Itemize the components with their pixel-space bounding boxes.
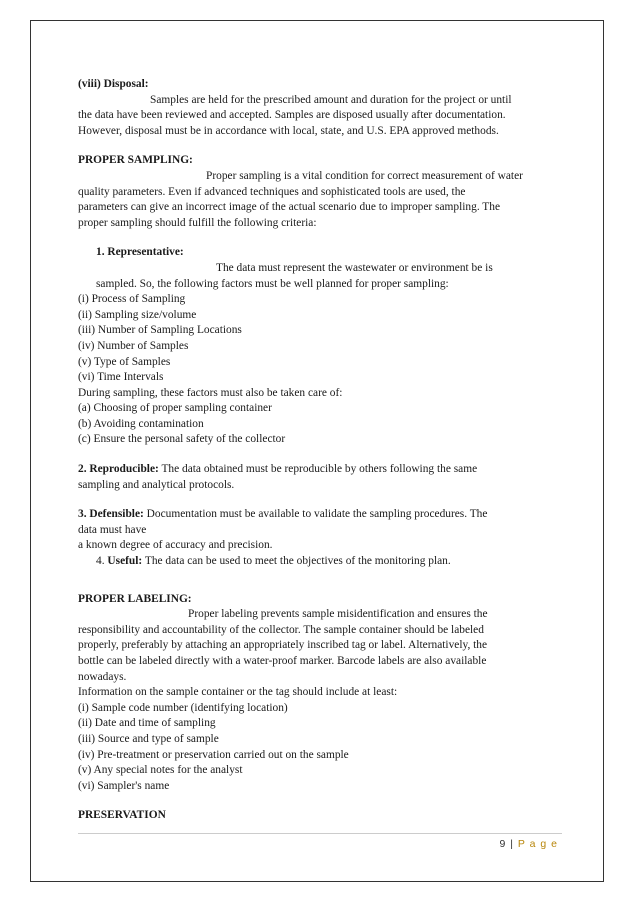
proper-labeling-text: responsibility and accountability of the collector. The sample container should be labeled (78, 623, 484, 636)
defensible-text: data must have (78, 523, 147, 536)
proper-labeling-text: nowadays. (78, 670, 127, 683)
proper-sampling-text: parameters can give an incorrect image of the actual scenario due to improper sampling. The (78, 201, 501, 214)
list-item: (ii) Sampling size/volume (78, 308, 197, 321)
document-body (78, 77, 562, 824)
list-item: (iv) Pre-treatment or preservation carried out on the sample (78, 748, 349, 761)
page-label: P a g e (517, 838, 558, 850)
proper-labeling-text: properly, preferably by attaching an appropriately inscribed tag or label. Alternatively, the (78, 639, 488, 652)
care-intro: During sampling, these factors must also be taken care of: (78, 386, 343, 399)
disposal-heading: (viii) Disposal: (78, 78, 149, 90)
list-item: (a) Choosing of proper sampling container (78, 402, 272, 415)
proper-sampling-heading: PROPER SAMPLING: (78, 154, 193, 167)
list-item: (v) Any special notes for the analyst (78, 764, 243, 777)
proper-labeling-text: Proper labeling prevents sample misidentification and ensures the (188, 608, 488, 621)
proper-sampling-text: Proper sampling is a vital condition for correct measurement of water (206, 169, 523, 182)
list-item: (vi) Time Intervals (78, 371, 164, 384)
defensible-heading: 3. Defensible: (78, 508, 144, 521)
list-item: (vi) Sampler's name (78, 779, 170, 792)
useful-text: The data can be used to meet the objectives of the monitoring plan. (142, 555, 451, 568)
disposal-text: However, disposal must be in accordance with local, state, and U.S. EPA approved methods. (78, 124, 499, 137)
reproducible-text: sampling and analytical protocols. (78, 478, 235, 491)
page-number: 9 (499, 838, 507, 850)
defensible-text: a known degree of accuracy and precision. (78, 539, 273, 552)
useful-number: 4. (96, 555, 105, 568)
disposal-text: the data have been reviewed and accepted. Samples are disposed usually after documentation. (78, 109, 506, 122)
useful-heading: Useful: (107, 555, 143, 568)
proper-sampling-text: proper sampling should fulfill the following criteria: (78, 216, 317, 229)
list-item: (i) Sample code number (identifying location) (78, 701, 288, 714)
useful-paragraph (78, 554, 562, 570)
reproducible-text: The data obtained must be reproducible by others following the same (158, 463, 478, 476)
footer-separator: | (510, 838, 514, 850)
page-footer (499, 838, 558, 850)
disposal-text: Samples are held for the prescribed amount and duration for the project or until (150, 93, 512, 106)
list-item: (iii) Number of Sampling Locations (78, 324, 242, 337)
representative-heading: 1. Representative: (96, 246, 184, 259)
reproducible-paragraph (78, 462, 562, 478)
representative-text: sampled. So, the following factors must be well planned for proper sampling: (96, 277, 449, 290)
list-item: (v) Type of Samples (78, 355, 171, 368)
proper-sampling-text: quality parameters. Even if advanced techniques and sophisticated tools are used, the (78, 185, 466, 198)
list-item: (ii) Date and time of sampling (78, 717, 216, 730)
representative-text: The data must represent the wastewater or environment be is (216, 261, 493, 274)
list-item: (b) Avoiding contamination (78, 417, 204, 430)
reproducible-heading: 2. Reproducible: (78, 463, 159, 476)
defensible-text: Documentation must be available to validate the sampling procedures. The (143, 508, 488, 521)
proper-labeling-heading: PROPER LABELING: (78, 592, 192, 605)
preservation-heading: PRESERVATION (78, 809, 166, 822)
list-item: (iv) Number of Samples (78, 339, 189, 352)
proper-labeling-text: bottle can be labeled directly with a water-proof marker. Barcode labels are also available (78, 655, 487, 667)
list-item: (c) Ensure the personal safety of the collector (78, 433, 286, 446)
labeling-intro: Information on the sample container or the tag should include at least: (78, 686, 398, 699)
footer-divider (78, 833, 562, 834)
list-item: (i) Process of Sampling (78, 293, 186, 306)
list-item: (iii) Source and type of sample (78, 732, 219, 745)
defensible-paragraph (78, 507, 562, 523)
